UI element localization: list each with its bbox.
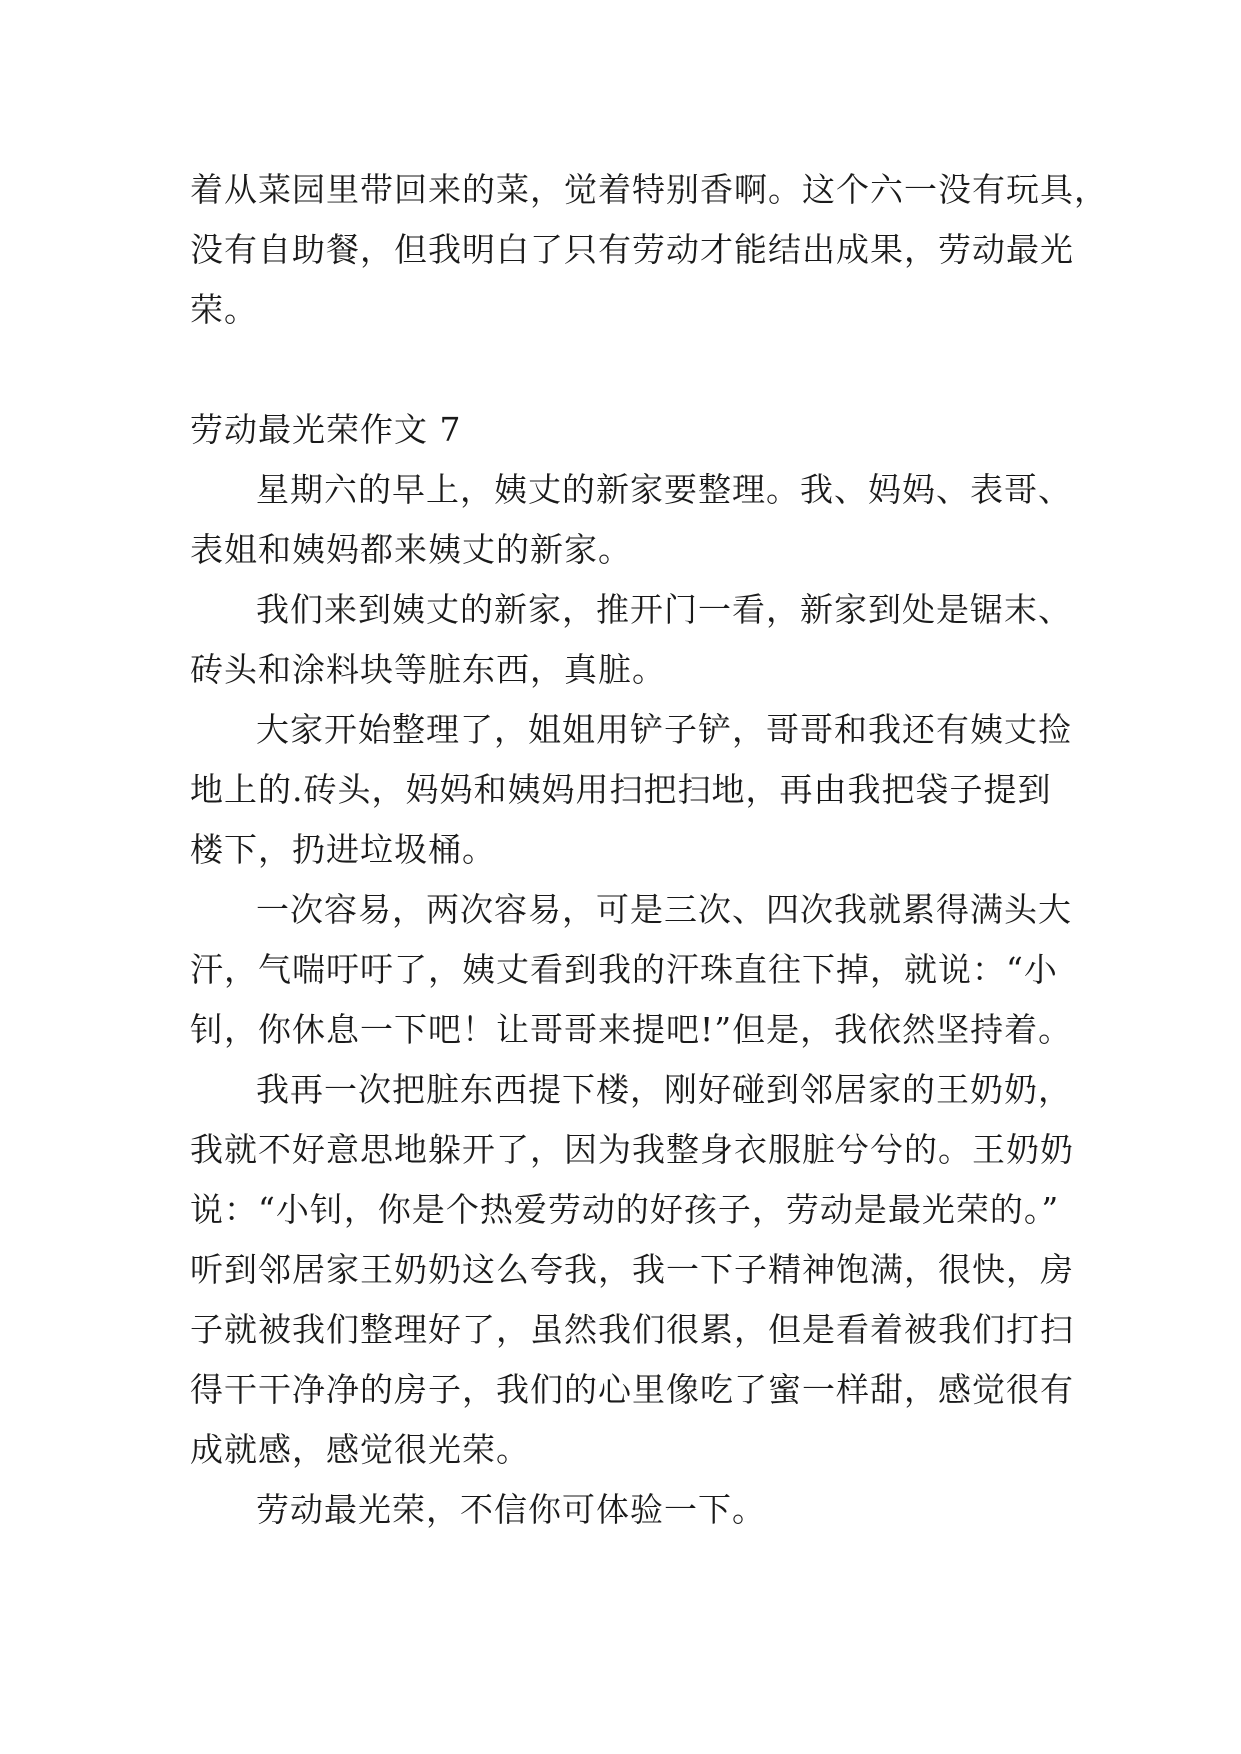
text-line: 砖头和涂料块等脏东西，真脏。 (190, 650, 666, 689)
text-line: 子就被我们整理好了，虽然我们很累，但是看着被我们打扫 (190, 1310, 1074, 1349)
text-line: 荣。 (190, 290, 258, 329)
text-line: 表姐和姨妈都来姨丈的新家。 (190, 530, 632, 569)
text-line: 没有自助餐，但我明白了只有劳动才能结出成果，劳动最光 (190, 230, 1074, 269)
paragraph-2 (190, 580, 1070, 700)
text-line: 听到邻居家王奶奶这么夸我，我一下子精神饱满，很快，房 (190, 1250, 1074, 1289)
text-line: 星期六的早上，姨丈的新家要整理。我、妈妈、表哥、 (256, 470, 1072, 509)
text-line: 一次容易，两次容易，可是三次、四次我就累得满头大 (256, 890, 1072, 929)
text-line: 地上的.砖头，妈妈和姨妈用扫把扫地，再由我把袋子提到 (190, 770, 1052, 809)
text-line: 劳动最光荣，不信你可体验一下。 (256, 1490, 766, 1529)
text-line: 楼下，扔进垃圾桶。 (190, 830, 496, 869)
text-line: 汗，气喘吁吁了，姨丈看到我的汗珠直往下掉，就说：“小 (190, 950, 1058, 989)
text-line: 成就感，感觉很光荣。 (190, 1430, 530, 1469)
paragraph-6 (190, 1480, 1070, 1540)
paragraph-4 (190, 880, 1073, 1060)
text-line: 着从菜园里带回来的菜，觉着特别香啊。这个六一没有玩具， (190, 170, 1108, 209)
intro-paragraph (190, 160, 1108, 340)
text-line: 得干干净净的房子，我们的心里像吃了蜜一样甜，感觉很有 (190, 1370, 1074, 1409)
text-line: 说：“小钊，你是个热爱劳动的好孩子，劳动是最光荣的。” (190, 1190, 1060, 1229)
text-line: 我们来到姨丈的新家，推开门一看，新家到处是锯末、 (256, 590, 1072, 629)
text-line: 我就不好意思地躲开了，因为我整身衣服脏兮兮的。王奶奶 (190, 1130, 1074, 1169)
paragraph-5 (190, 1060, 1074, 1480)
text-line: 我再一次把脏东西提下楼，刚好碰到邻居家的王奶奶， (256, 1070, 1072, 1109)
text-line: 大家开始整理了，姐姐用铲子铲，哥哥和我还有姨丈捡 (256, 710, 1072, 749)
paragraph-1 (190, 460, 1070, 580)
paragraph-3 (190, 700, 1070, 880)
document-page (190, 160, 1108, 1540)
section-title: 劳动最光荣作文 7 (190, 410, 462, 449)
text-line: 钊，你休息一下吧！让哥哥来提吧!”但是，我依然坚持着。 (190, 1010, 1073, 1049)
